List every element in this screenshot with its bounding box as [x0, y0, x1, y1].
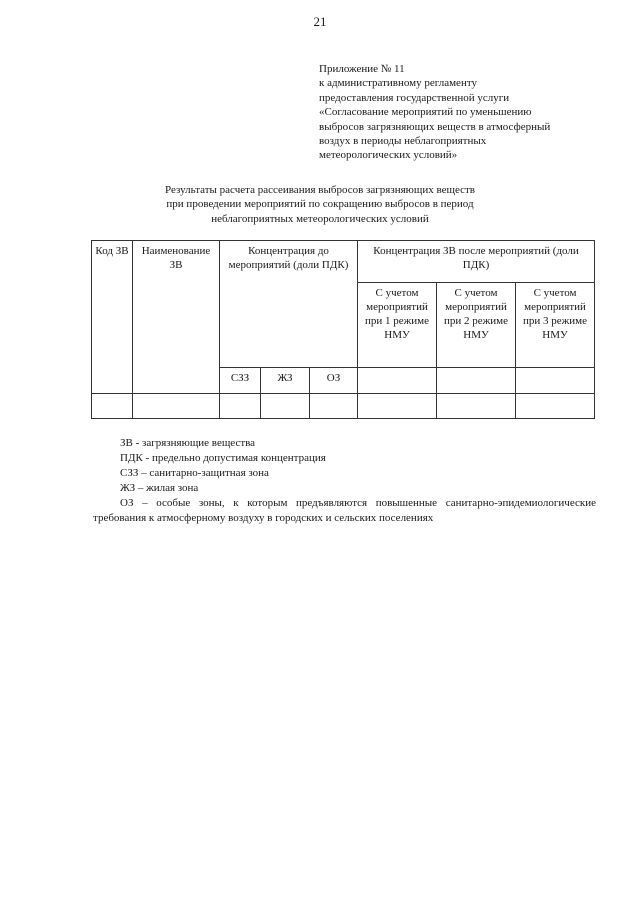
empty-cell — [516, 368, 595, 394]
title-line: при проведении мероприятий по сокращению выбросов в период — [166, 198, 474, 211]
glossary-item: ОЗ – особые зоны, к которым предъявляются повышенные санитарно-эпидемиологические требования к атмосферному воздуху в городских и сельских поселениях — [93, 497, 596, 524]
header-before: Концентрация до мероприятий (доли ПДК) — [220, 241, 358, 368]
header-code: Код ЗВ — [92, 241, 133, 394]
glossary-item: ЖЗ – жилая зона — [120, 482, 199, 494]
table-cell — [220, 394, 261, 419]
empty-cell — [358, 368, 437, 394]
annex-line: предоставления государственной услуги — [319, 91, 510, 104]
results-table — [91, 240, 595, 419]
annex-line: Приложение № 11 — [319, 63, 405, 75]
header-szz: СЗЗ — [220, 368, 261, 394]
table-cell — [358, 394, 437, 419]
table-cell — [437, 394, 516, 419]
table-cell — [133, 394, 220, 419]
title-line: неблагоприятных метеорологических условий — [211, 212, 429, 225]
document-title — [130, 183, 510, 226]
annex-header — [319, 62, 609, 163]
page-number: 21 — [313, 14, 327, 29]
glossary — [93, 436, 596, 526]
annex-line: выбросов загрязняющих веществ в атмосферный — [319, 120, 551, 133]
header-mode-2: С учетом мероприятий при 2 режиме НМУ — [437, 283, 516, 368]
table-row — [92, 394, 595, 419]
table-cell — [92, 394, 133, 419]
table-cell — [261, 394, 310, 419]
header-oz: ОЗ — [310, 368, 358, 394]
header-mode-1: С учетом мероприятий при 1 режиме НМУ — [358, 283, 437, 368]
annex-line: к административному регламенту — [319, 77, 477, 90]
header-after: Концентрация ЗВ после мероприятий (доли ПДК) — [358, 241, 595, 283]
header-zhz: ЖЗ — [261, 368, 310, 394]
annex-line: метеорологических условий» — [319, 149, 458, 162]
header-mode-3: С учетом мероприятий при 3 режиме НМУ — [516, 283, 595, 368]
table-cell — [310, 394, 358, 419]
glossary-item: ЗВ - загрязняющие вещества — [120, 437, 256, 449]
title-line: Результаты расчета рассеивания выбросов загрязняющих веществ — [164, 184, 475, 196]
table-cell — [516, 394, 595, 419]
glossary-item: ПДК - предельно допустимая концентрация — [120, 452, 326, 464]
annex-line: «Согласование мероприятий по уменьшению — [319, 106, 532, 119]
annex-line: воздух в периоды неблагоприятных — [319, 135, 487, 148]
empty-cell — [437, 368, 516, 394]
header-name: Наименование ЗВ — [133, 241, 220, 394]
glossary-item: СЗЗ – санитарно-защитная зона — [120, 467, 269, 479]
